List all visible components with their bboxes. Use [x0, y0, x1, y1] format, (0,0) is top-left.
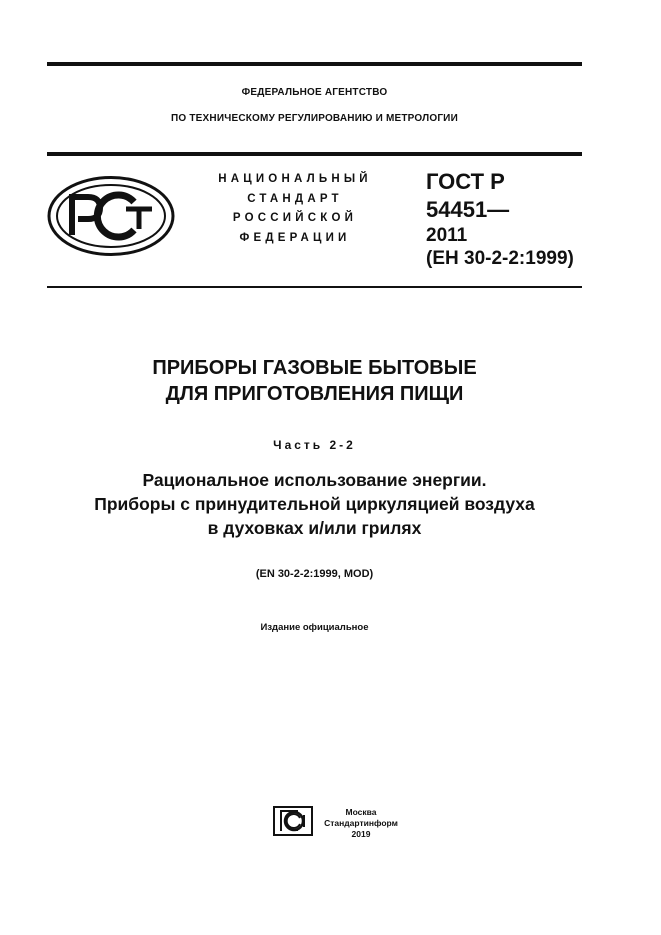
standard-code-line-1: ГОСТ Р — [426, 169, 505, 194]
edition-label: Издание официальное — [260, 622, 369, 633]
subtitle-line-2: Приборы с принудительной циркуляцией воздуха — [94, 494, 535, 514]
publisher-city: Москва — [345, 807, 377, 817]
part-label: Часть 2-2 — [273, 438, 356, 452]
block-divider-rule — [47, 286, 582, 288]
subtitle-line-3: в духовках и/или грилях — [207, 518, 422, 538]
document-title-line-2: ДЛЯ ПРИГОТОВЛЕНИЯ ПИЩИ — [165, 383, 464, 405]
national-standard-line-3: РОССИЙСКОЙ — [232, 212, 358, 224]
standard-year: 2011 — [426, 225, 468, 246]
publisher-name: Стандартинформ — [324, 818, 398, 828]
national-standard-line-1: НАЦИОНАЛЬНЫЙ — [218, 173, 372, 185]
publication-year: 2019 — [351, 829, 371, 839]
document-title-line-1: ПРИБОРЫ ГАЗОВЫЕ БЫТОВЫЕ — [152, 357, 477, 379]
standartinform-logo-icon — [273, 806, 313, 836]
gost-r-logo-icon — [46, 175, 176, 257]
national-standard-line-4: ФЕДЕРАЦИИ — [239, 232, 351, 244]
agency-line-2: ПО ТЕХНИЧЕСКОМУ РЕГУЛИРОВАНИЮ И МЕТРОЛОГИИ — [171, 113, 458, 124]
standard-code-line-2: 54451— — [426, 197, 510, 222]
header-divider-rule — [47, 152, 582, 156]
subtitle-line-1: Рациональное использование энергии. — [142, 470, 487, 490]
national-standard-line-2: СТАНДАРТ — [247, 193, 343, 205]
standard-equivalent: (ЕН 30-2-2:1999) — [426, 248, 574, 269]
equivalence-note: (EN 30-2-2:1999, MOD) — [255, 568, 374, 580]
top-rule — [47, 62, 582, 66]
agency-line-1: ФЕДЕРАЛЬНОЕ АГЕНТСТВО — [241, 87, 388, 98]
